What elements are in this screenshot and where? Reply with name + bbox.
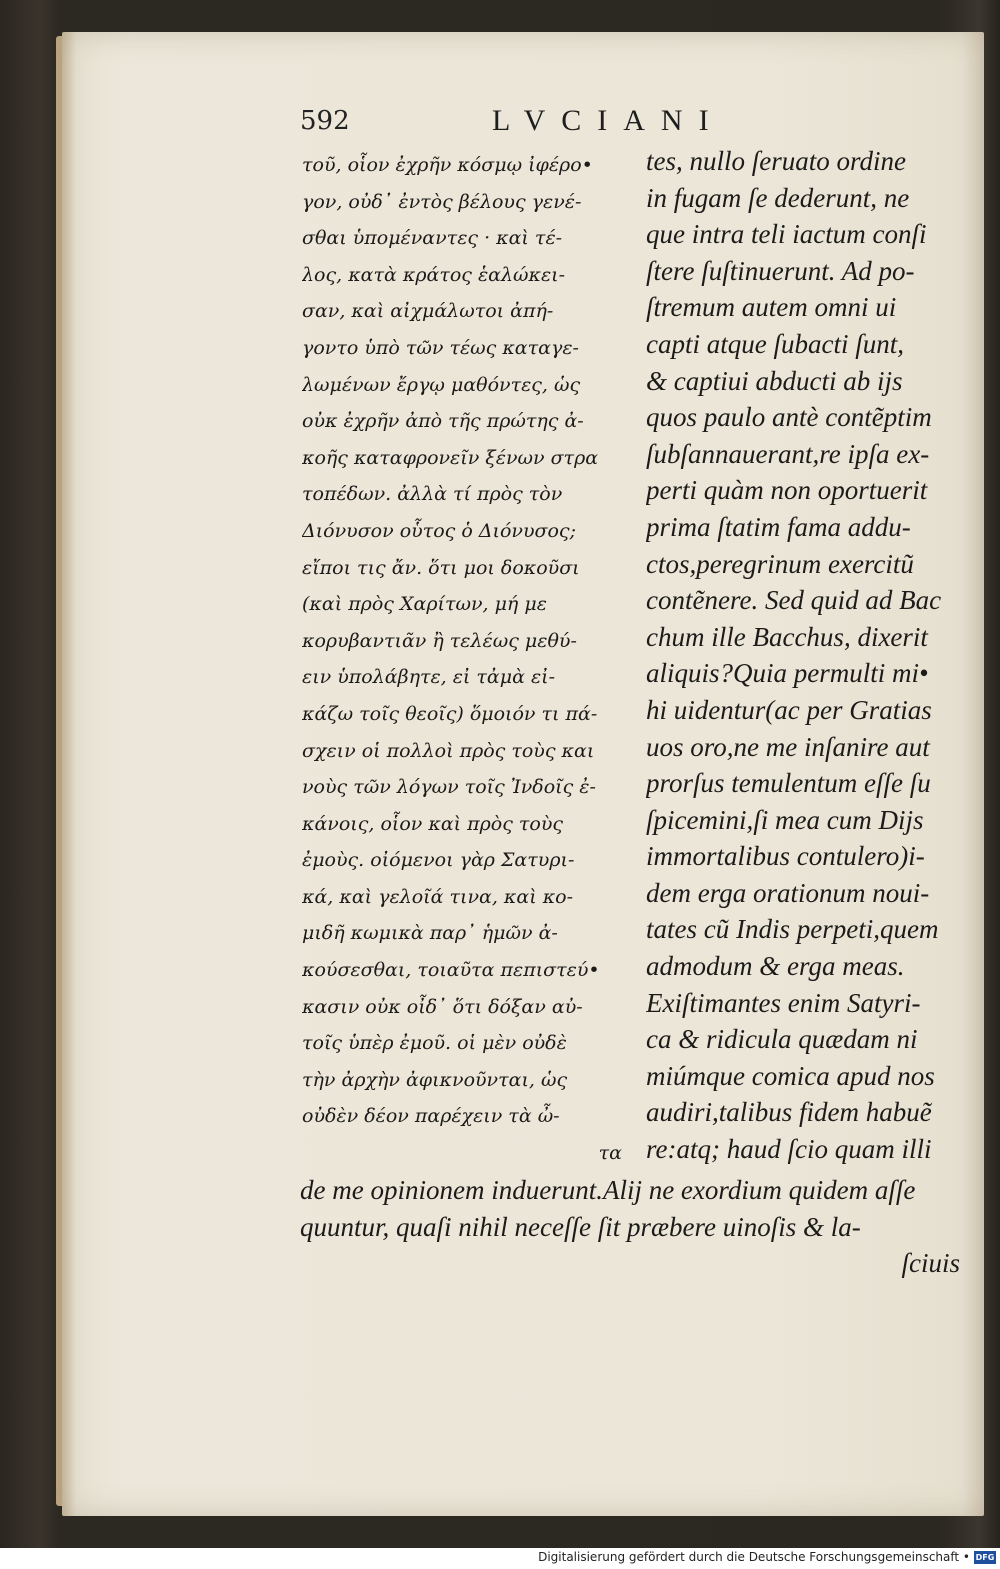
greek-line: τοῖς ὑπὲρ ἐμοῦ. οἱ μὲν οὐδὲ bbox=[302, 1032, 567, 1055]
greek-line: τοῦ, οἷον ἐχρῆν κόσμῳ ἰφέρο• bbox=[302, 154, 593, 176]
latin-line: aliquis?Quia permulti mi• bbox=[646, 658, 929, 689]
latin-line: dem erga orationum noui- bbox=[646, 877, 930, 908]
greek-line: νοὺς τῶν λόγων τοῖς Ἰνδοῖς ἐ- bbox=[302, 776, 596, 799]
latin-line: ca & ridicula quædam ni bbox=[646, 1024, 918, 1055]
footer-bar bbox=[0, 1548, 1000, 1569]
greek-line: ἐμοὺς. οἰόμενοι γὰρ Σατυρι- bbox=[302, 849, 575, 872]
page-header bbox=[300, 100, 960, 146]
latin-line: audiri,talibus fidem habuẽ bbox=[646, 1097, 932, 1128]
latin-line: admodum & erga meas. bbox=[646, 951, 905, 982]
latin-line: re:atq; haud ſcio quam illi bbox=[646, 1134, 932, 1165]
latin-line: in fugam ſe dederunt, ne bbox=[646, 182, 910, 213]
latin-line: que intra teli iactum conſi bbox=[646, 219, 927, 250]
greek-line: σαν, καὶ αἰχμάλωτοι ἀπή- bbox=[302, 300, 554, 323]
greek-line: κάνοις, οἷον καὶ πρὸς τοὺς bbox=[302, 812, 564, 835]
latin-line: miúmque comica apud nos bbox=[646, 1060, 935, 1091]
greek-line: σχειν οἱ πολλοὶ πρὸς τοὺς και bbox=[302, 739, 595, 762]
greek-text-column bbox=[302, 147, 622, 1172]
latin-line: quos paulo antè contẽptim bbox=[646, 402, 932, 433]
latin-line: hi uidentur(ac per Gratias bbox=[646, 694, 932, 725]
latin-line: chum ille Bacchus, dixerit bbox=[646, 621, 928, 652]
greek-line: κάζω τοῖς θεοῖς) ὅμοιόν τι πά- bbox=[302, 702, 598, 725]
latin-line: ſubſannauerant,re ipſa ex- bbox=[646, 438, 930, 469]
latin-line: uos oro,ne me inſanire aut bbox=[646, 731, 930, 762]
full-width-text bbox=[300, 1172, 960, 1282]
page-number: 592 bbox=[300, 106, 350, 136]
greek-line: τοπέδων. ἀλλὰ τί πρὸς τὸν bbox=[302, 483, 563, 506]
dfg-logo: DFG bbox=[975, 1553, 995, 1562]
greek-line: κασιν οὐκ οἶδ᾽ ὅτι δόξαν αὐ- bbox=[302, 995, 583, 1018]
greek-catchword: τα bbox=[598, 1142, 622, 1165]
greek-line: μιδῆ κωμικὰ παρ᾽ ἡμῶν ἀ- bbox=[302, 922, 558, 945]
latin-line: perti quàm non oportuerit bbox=[646, 475, 928, 506]
footer-credit: Digitalisierung gefördert durch die Deutsche Forschungsgemeinschaft • bbox=[538, 1550, 970, 1564]
greek-line: κά, καὶ γελοῖά τινα, καὶ κο- bbox=[302, 885, 574, 908]
greek-line: εἴποι τις ἄν. ὅτι μοι δοκοῦσι bbox=[302, 556, 580, 579]
running-title: LVCIANI bbox=[492, 104, 725, 137]
greek-line: τὴν ἀρχὴν ἀφικνοῦνται, ὡς bbox=[302, 1068, 568, 1091]
greek-line: λος, κατὰ κράτος ἑαλώκει- bbox=[302, 263, 566, 286]
catchword: ſciuis bbox=[901, 1248, 960, 1279]
full-width-line: de me opinionem induerunt.Alij ne exordium quidem aſſe bbox=[300, 1175, 916, 1205]
latin-line: ctos,peregrinum exercitũ bbox=[646, 548, 914, 579]
greek-line: οὐδὲν δέον παρέχειν τὰ ὦ- bbox=[302, 1105, 560, 1128]
greek-line: κοῆς καταφρονεῖν ξένων στρα bbox=[302, 446, 599, 469]
greek-line: κούσεσθαι, τοιαῦτα πεπιστεύ• bbox=[302, 959, 600, 982]
latin-line: contẽnere. Sed quid ad Bac bbox=[646, 585, 942, 616]
latin-line: capti atque ſubacti ſunt, bbox=[646, 328, 904, 359]
latin-line: tes, nullo ſeruato ordine bbox=[646, 146, 906, 176]
greek-line: οὐκ ἐχρῆν ἀπὸ τῆς πρώτης ἀ- bbox=[302, 410, 584, 433]
latin-line: Exiſtimantes enim Satyri- bbox=[646, 987, 921, 1018]
latin-line: ſpicemini,ſi mea cum Dijs bbox=[646, 804, 924, 835]
latin-line: ſtremum autem omni ui bbox=[646, 292, 897, 323]
latin-line: prorſus temulentum eſſe ſu bbox=[646, 768, 931, 799]
greek-line: σθαι ὑπομέναντες · καὶ τέ- bbox=[302, 227, 563, 250]
greek-line: κορυβαντιᾶν ἢ τελέως μεθύ- bbox=[302, 629, 577, 652]
greek-line: ειν ὑπολάβητε, εἰ τἀμὰ εἰ- bbox=[302, 666, 556, 689]
greek-line: γοντο ὑπὸ τῶν τέως καταγε- bbox=[302, 336, 579, 359]
latin-line: & captiui abducti ab ijs bbox=[646, 365, 903, 396]
full-width-line: quuntur, quaſi nihil neceſſe ſit præbere uinoſis & la- bbox=[300, 1211, 861, 1242]
greek-line: (καὶ πρὸς Χαρίτων, μή με bbox=[302, 593, 547, 616]
latin-text-column bbox=[646, 143, 958, 1168]
latin-line: ſtere ſuſtinuerunt. Ad po- bbox=[646, 255, 915, 286]
greek-line: γον, οὐδ᾽ ἐντὸς βέλους γενέ- bbox=[302, 190, 582, 213]
latin-line: prima ſtatim fama addu- bbox=[646, 511, 911, 542]
greek-line: λωμένων ἔργῳ μαθόντες, ὡς bbox=[302, 373, 581, 396]
latin-line: immortalibus contulero)i- bbox=[646, 841, 925, 872]
greek-line: Διόνυσον οὗτος ὁ Διόνυσος; bbox=[302, 519, 576, 542]
latin-line: tates cũ Indis perpeti,quem bbox=[646, 914, 939, 945]
